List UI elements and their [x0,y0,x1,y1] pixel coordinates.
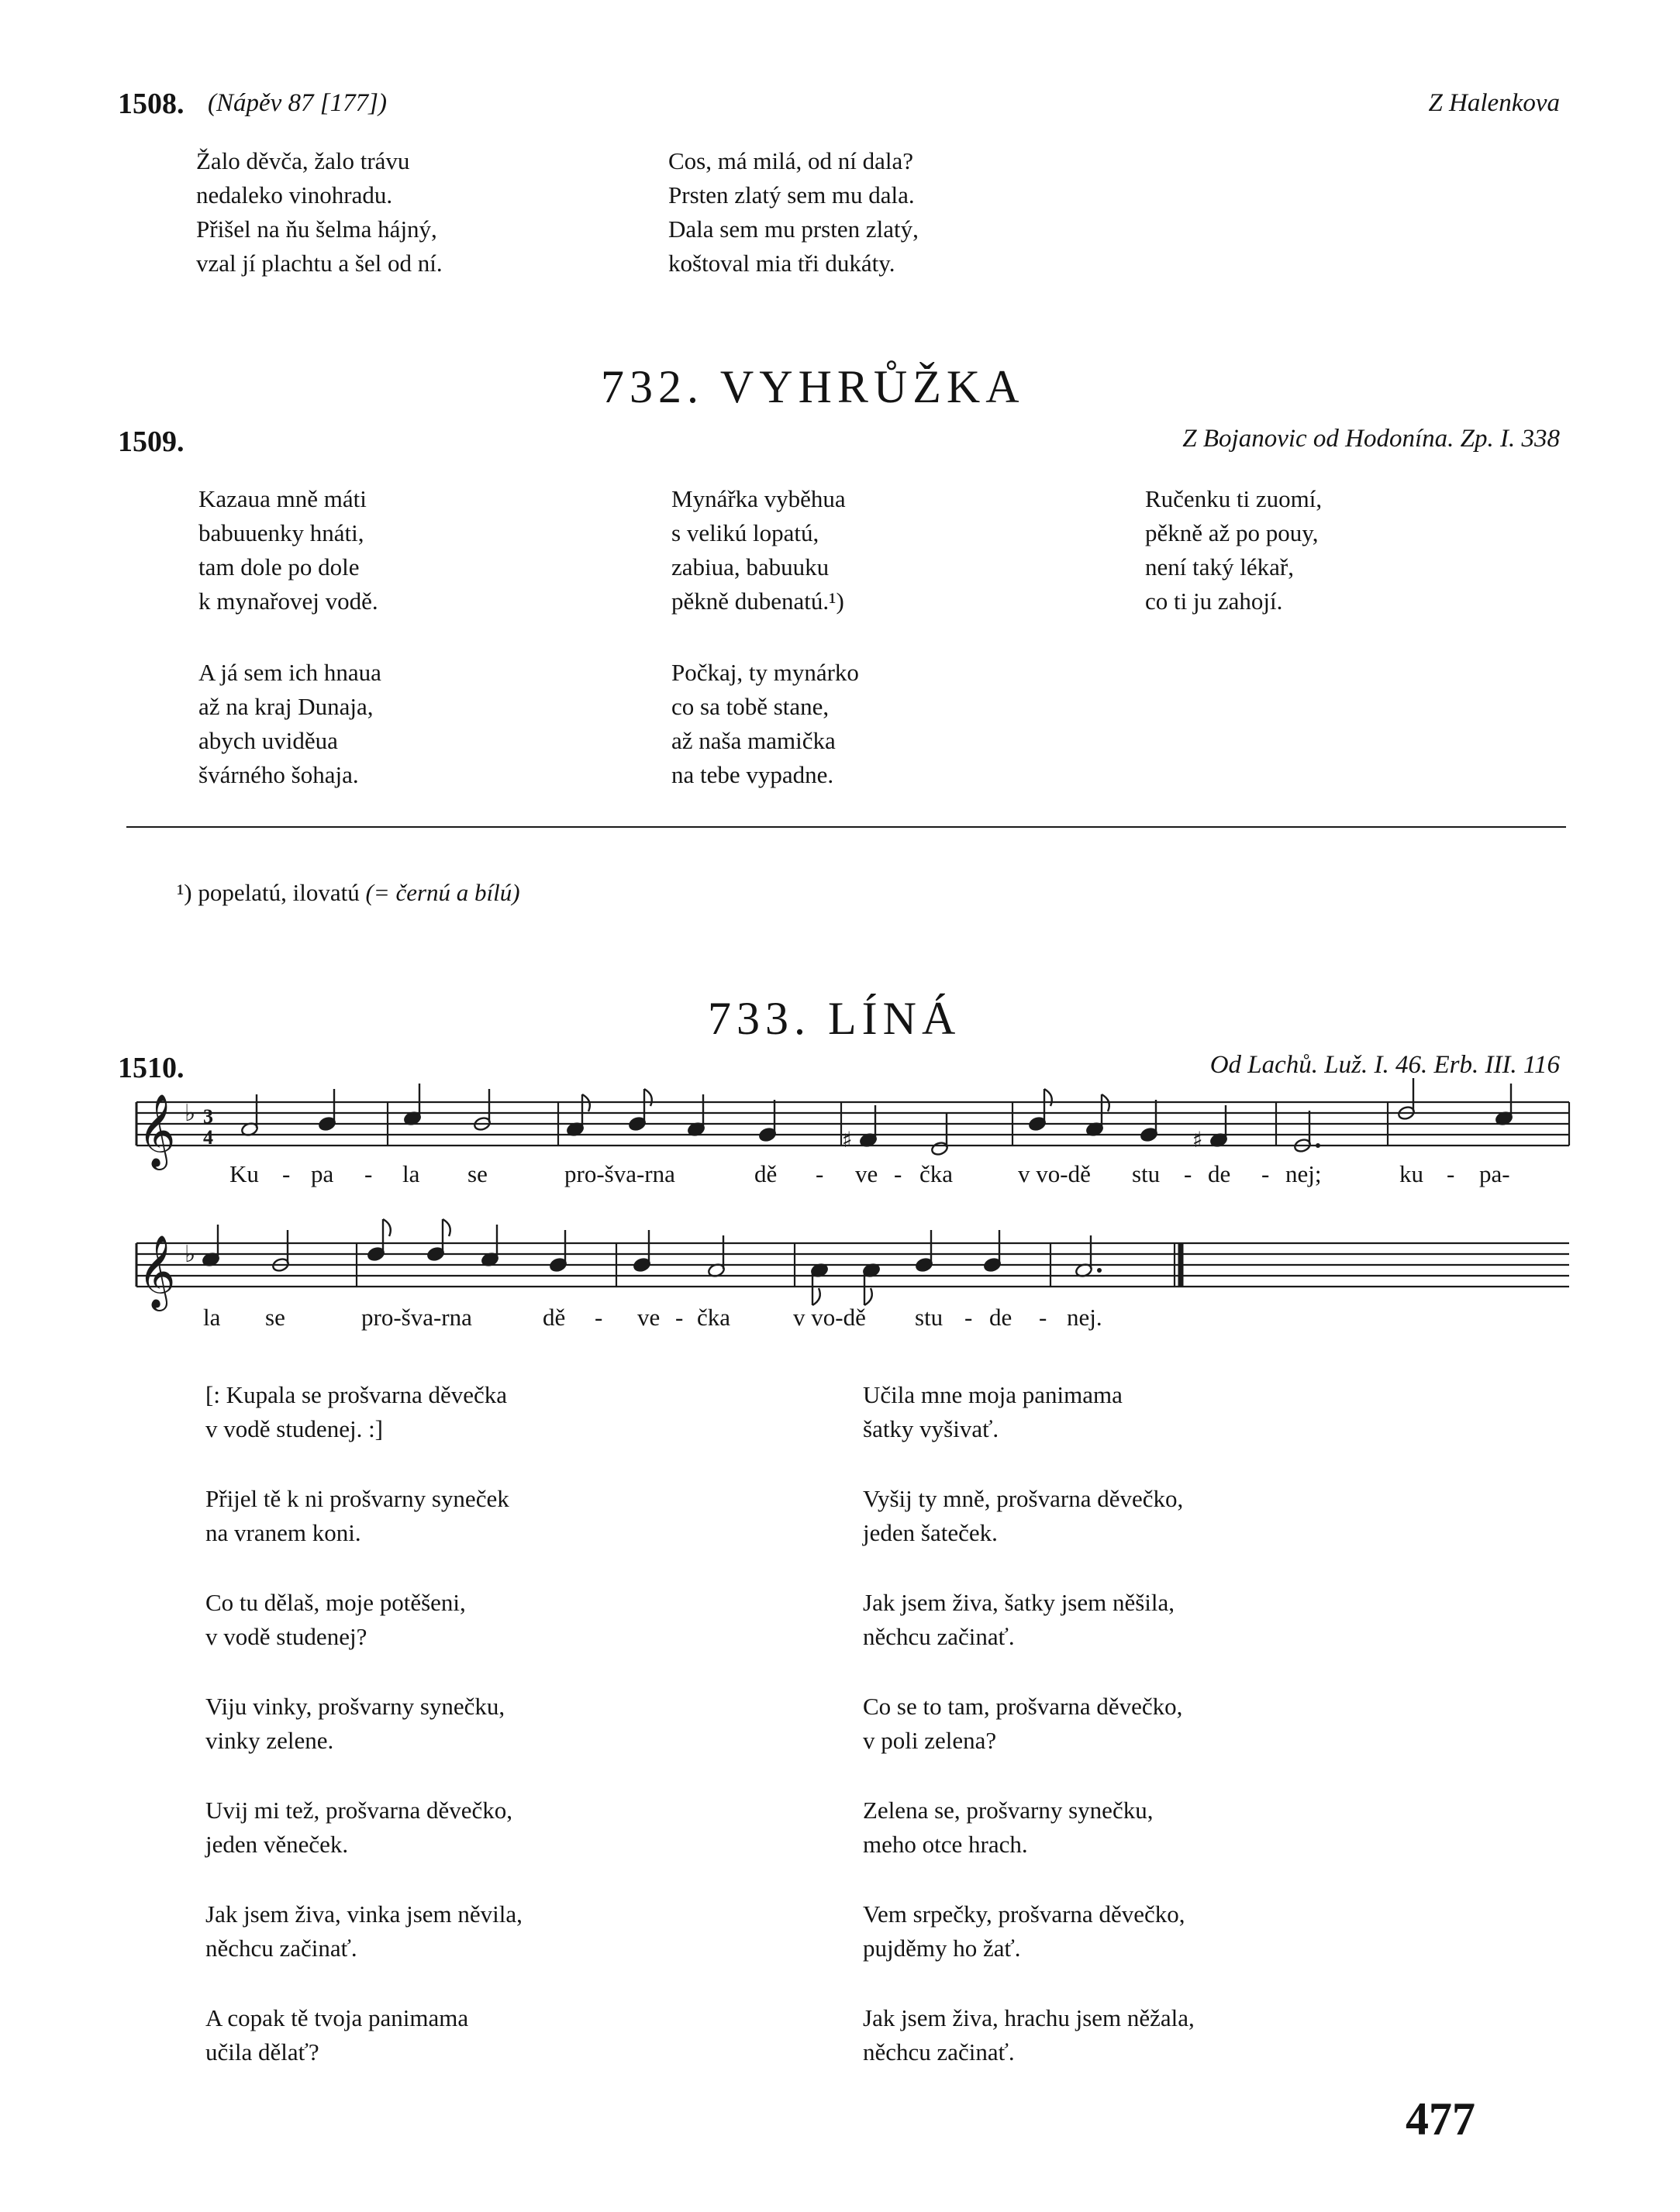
footnote-text: popelatú, ilovatú [191,879,366,906]
verse-line: abych uviděua [198,727,338,754]
verse-line: zabiua, babuuku [671,553,830,581]
lyric-syllable: ve [637,1304,661,1331]
song-number-1508: 1508. [118,88,185,120]
verse-line: [: Kupala se prošvarna děvečka [205,1381,508,1408]
verse-line: není taký lékař, [1145,553,1294,581]
verse-line: švárného šohaja. [198,761,359,788]
lyric-syllable: ku [1399,1160,1423,1187]
stanza [863,1482,1183,1550]
lyric-syllable: dě [543,1304,566,1331]
lyric-syllable: čka [697,1304,731,1331]
verse-line: až na kraj Dunaja, [198,693,374,720]
lyric-syllable: la [203,1304,221,1331]
verse-line: Prsten zlatý sem mu dala. [668,181,915,208]
verse-line: Ručenku ti zuomí, [1145,485,1323,512]
time-signature-top: 3 [203,1105,213,1128]
verse-line: Uvij mi tež, prošvarna děvečko, [205,1797,512,1824]
verse-line: Počkaj, ty mynárko [671,659,859,686]
lyric-hyphen: - [675,1304,684,1331]
lyric-syllable: nej; [1285,1160,1322,1187]
stanza [205,1690,505,1758]
verse-line: Vyšij ty mně, prošvarna děvečko, [863,1485,1184,1512]
verse-line: vinky zelene. [205,1727,334,1754]
sharp-sign-icon: ♯ [1192,1127,1203,1153]
lyric-syllable: de [1208,1160,1231,1187]
lyric-hyphen: - [1039,1304,1047,1331]
verse-line: tam dole po dole [198,553,360,581]
lyric-hyphen: - [282,1160,291,1187]
lyric-syllable: čka [919,1160,954,1187]
verse-line: něchcu začinať. [205,1935,357,1962]
verse-line: něchcu začinať. [863,1623,1015,1650]
lyric-hyphen: - [1447,1160,1455,1187]
song-title-732: 732. VYHRŮŽKA [601,361,1025,412]
verse-line: v poli zelena? [863,1727,997,1754]
verse-line: Učila mne moja panimama [863,1381,1123,1408]
stanza [863,1793,1153,1862]
verse-line: Jak jsem živa, vinka jsem něvila, [205,1900,523,1928]
verse-line: pujděmy ho žať. [863,1935,1021,1962]
stanza [863,1690,1182,1758]
verse-line: k mynařovej vodě. [198,587,378,615]
lyric-hyphen: - [1184,1160,1192,1187]
verse-line: v vodě studenej? [205,1623,367,1650]
verse-line: Viju vinky, prošvarny synečku, [205,1693,505,1720]
song-origin-1510: Od Lachů. Luž. I. 46. Erb. III. 116 [1209,1051,1560,1079]
verse-line: babuuenky hnáti, [198,519,364,546]
verse-line: koštoval mia tři dukáty. [668,250,895,277]
verse-line: Co tu dělaš, moje potěšeni, [205,1589,466,1616]
stanza [205,1793,512,1862]
verse-line: Přišel na ňu šelma hájný, [196,215,437,243]
lyric-syllable: pa- [1479,1160,1510,1187]
page-number: 477 [1406,2093,1475,2145]
song-origin-1508: Z Halenkova [1428,89,1560,117]
song-title-733: 733. LÍNÁ [708,993,961,1044]
stanza [863,1897,1185,1966]
verse-line: A já sem ich hnaua [198,659,381,686]
footnote-gloss: (= černú a bílú) [365,879,520,906]
flat-sign-icon: ♭ [185,1241,196,1268]
lyric-syllable: Ku [229,1160,259,1187]
lyric-syllable: dě [754,1160,778,1187]
lyric-hyphen: - [964,1304,973,1331]
treble-clef-icon: 𝄞 [138,1094,176,1167]
lyric-hyphen: - [816,1160,824,1187]
song-number-1509: 1509. [118,426,185,458]
lyric-syllable: ve [855,1160,878,1187]
verse-line: něchcu začinať. [863,2038,1015,2066]
verse-line: až naša mamička [671,727,836,754]
lyric-hyphen: - [595,1304,603,1331]
verse-line: Vem srpečky, prošvarna děvečko, [863,1900,1185,1928]
stanza [863,1378,1123,1446]
verse-line: Dala sem mu prsten zlatý, [668,215,919,243]
time-signature-bottom: 4 [203,1126,213,1149]
verse-line: Zelena se, prošvarny synečku, [863,1797,1154,1824]
song-origin-1509: Z Bojanovic od Hodonína. Zp. I. 338 [1182,425,1560,453]
lyric-syllable: pa [311,1160,334,1187]
verse-line: Žalo děvča, žalo trávu [196,147,410,174]
verse-line: Co se to tam, prošvarna děvečko, [863,1693,1183,1720]
stanza [205,1586,466,1654]
lyric-syllable: v vo-dě [1018,1160,1091,1187]
song-number-1510: 1510. [118,1052,185,1084]
lyric-hyphen: - [894,1160,902,1187]
lyric-syllable: v vo-dě [793,1304,866,1331]
verse-line: v vodě studenej. :] [205,1415,384,1442]
verse-line: šatky vyšivať. [863,1415,999,1442]
lyric-syllable: stu [915,1304,943,1331]
verse-line: na vranem koni. [205,1519,361,1546]
lyric-hyphen: - [364,1160,373,1187]
lyric-hyphen: - [1261,1160,1270,1187]
verse-line: učila dělať? [205,2038,319,2066]
verse-line: Mynářka vyběhua [671,485,846,512]
augmentation-dot [1097,1268,1102,1273]
verse-line: s velikú lopatú, [671,519,819,546]
stanza [863,1586,1175,1654]
sharp-sign-icon: ♯ [842,1127,853,1153]
lyric-syllable: pro-šva-rna [564,1160,675,1187]
stanza [205,1482,509,1550]
lyric-syllable: stu [1132,1160,1161,1187]
verse-line: Cos, má milá, od ní dala? [668,147,913,174]
verse-line: Jak jsem živa, hrachu jsem něžala, [863,2004,1195,2031]
verse-line: Jak jsem živa, šatky jsem něšila, [863,1589,1175,1616]
verse-line: pěkně dubenatú.¹) [671,587,844,615]
verse-line: A copak tě tvoja panimama [205,2004,469,2031]
lyric-syllable: pro-šva-rna [361,1304,472,1331]
stanza [205,1897,523,1966]
verse-line: na tebe vypadne. [671,761,834,788]
lyric-syllable: nej. [1067,1304,1102,1331]
verse-line: vzal jí plachtu a šel od ní. [196,250,443,277]
flat-sign-icon: ♭ [185,1100,196,1127]
verse-line: pěkně až po pouy, [1145,519,1319,546]
verse-line: Kazaua mně máti [198,485,367,512]
melody-reference: (Nápěv 87 [177]) [208,89,387,117]
stanza [205,2001,468,2069]
lyric-syllable: se [467,1160,488,1187]
lyric-syllable: la [402,1160,420,1187]
verse-line: Přijel tě k ni prošvarny syneček [205,1485,509,1512]
verse-line: meho otce hrach. [863,1831,1028,1858]
verse-line: nedaleko vinohradu. [196,181,393,208]
verse-line: co sa tobě stane, [671,693,830,720]
lyric-syllable: de [989,1304,1012,1331]
stanza [205,1378,507,1446]
verse-line: co ti ju zahojí. [1145,587,1283,615]
stanza [863,2001,1195,2069]
treble-clef-icon: 𝄞 [138,1235,176,1308]
verse-line: jeden věneček. [205,1831,349,1858]
footnote-mark: ¹) [177,879,192,906]
lyric-syllable: se [265,1304,285,1331]
verse-line: jeden šateček. [863,1519,998,1546]
